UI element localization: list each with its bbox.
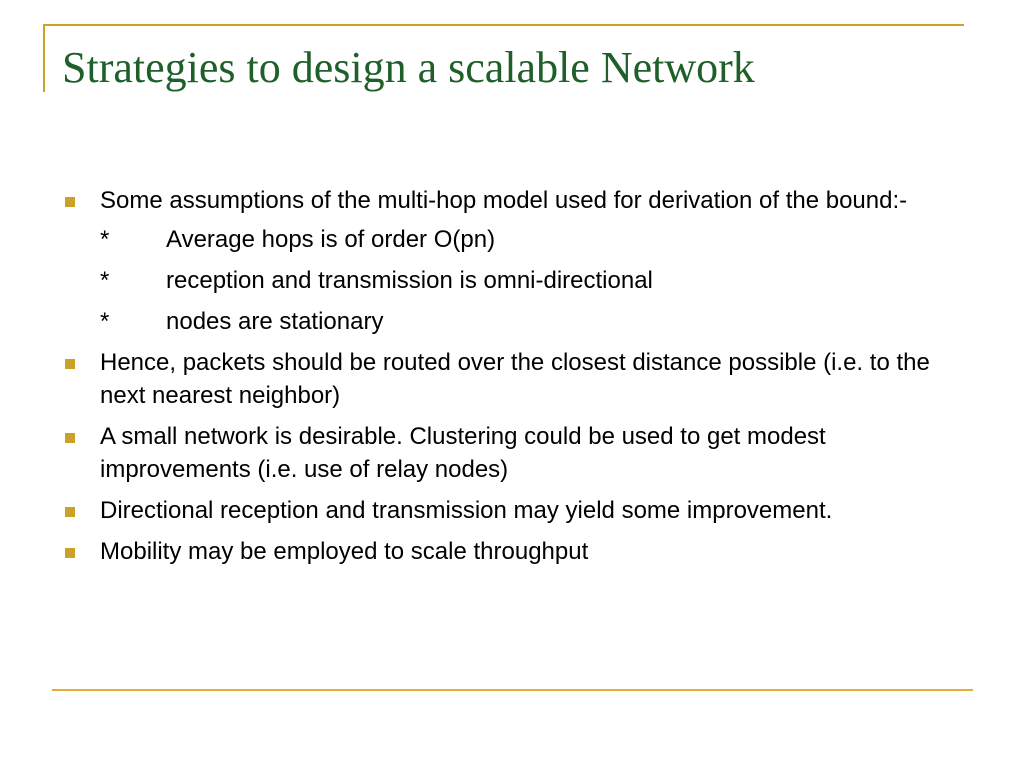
bullet-text: Some assumptions of the multi-hop model used for derivation of the bound:- [100,187,908,214]
sub-item [62,305,972,338]
top-border-line [43,24,964,26]
square-bullet-icon [65,507,75,517]
bottom-border-line [52,689,973,691]
bullet-item [62,494,972,527]
bullet-item [62,346,972,412]
asterisk-marker: * [100,267,110,294]
sub-item [62,223,972,256]
slide-title: Strategies to design a scalable Network [62,43,755,92]
left-border-line [43,26,45,92]
bullet-item [62,535,972,568]
sub-item-text: Average hops is of order O(pn) [166,226,496,253]
asterisk-marker: * [100,308,110,335]
bullet-text: A small network is desirable. Clustering could be used to get modest improvements (i.e. use of relay nodes) [100,423,826,483]
sub-item [62,264,972,297]
square-bullet-icon [65,197,75,207]
sub-item-text: nodes are stationary [166,308,384,335]
bullet-text: Hence, packets should be routed over the closest distance possible (i.e. to the next nearest neighbor) [100,349,930,409]
slide-body [62,184,972,576]
square-bullet-icon [65,548,75,558]
bullet-text: Mobility may be employed to scale throughput [100,538,589,565]
square-bullet-icon [65,433,75,443]
bullet-item [62,420,972,486]
bullet-text: Directional reception and transmission may yield some improvement. [100,497,833,524]
bullet-item [62,184,972,217]
sub-item-text: reception and transmission is omni-directional [166,267,653,294]
square-bullet-icon [65,359,75,369]
asterisk-marker: * [100,226,110,253]
